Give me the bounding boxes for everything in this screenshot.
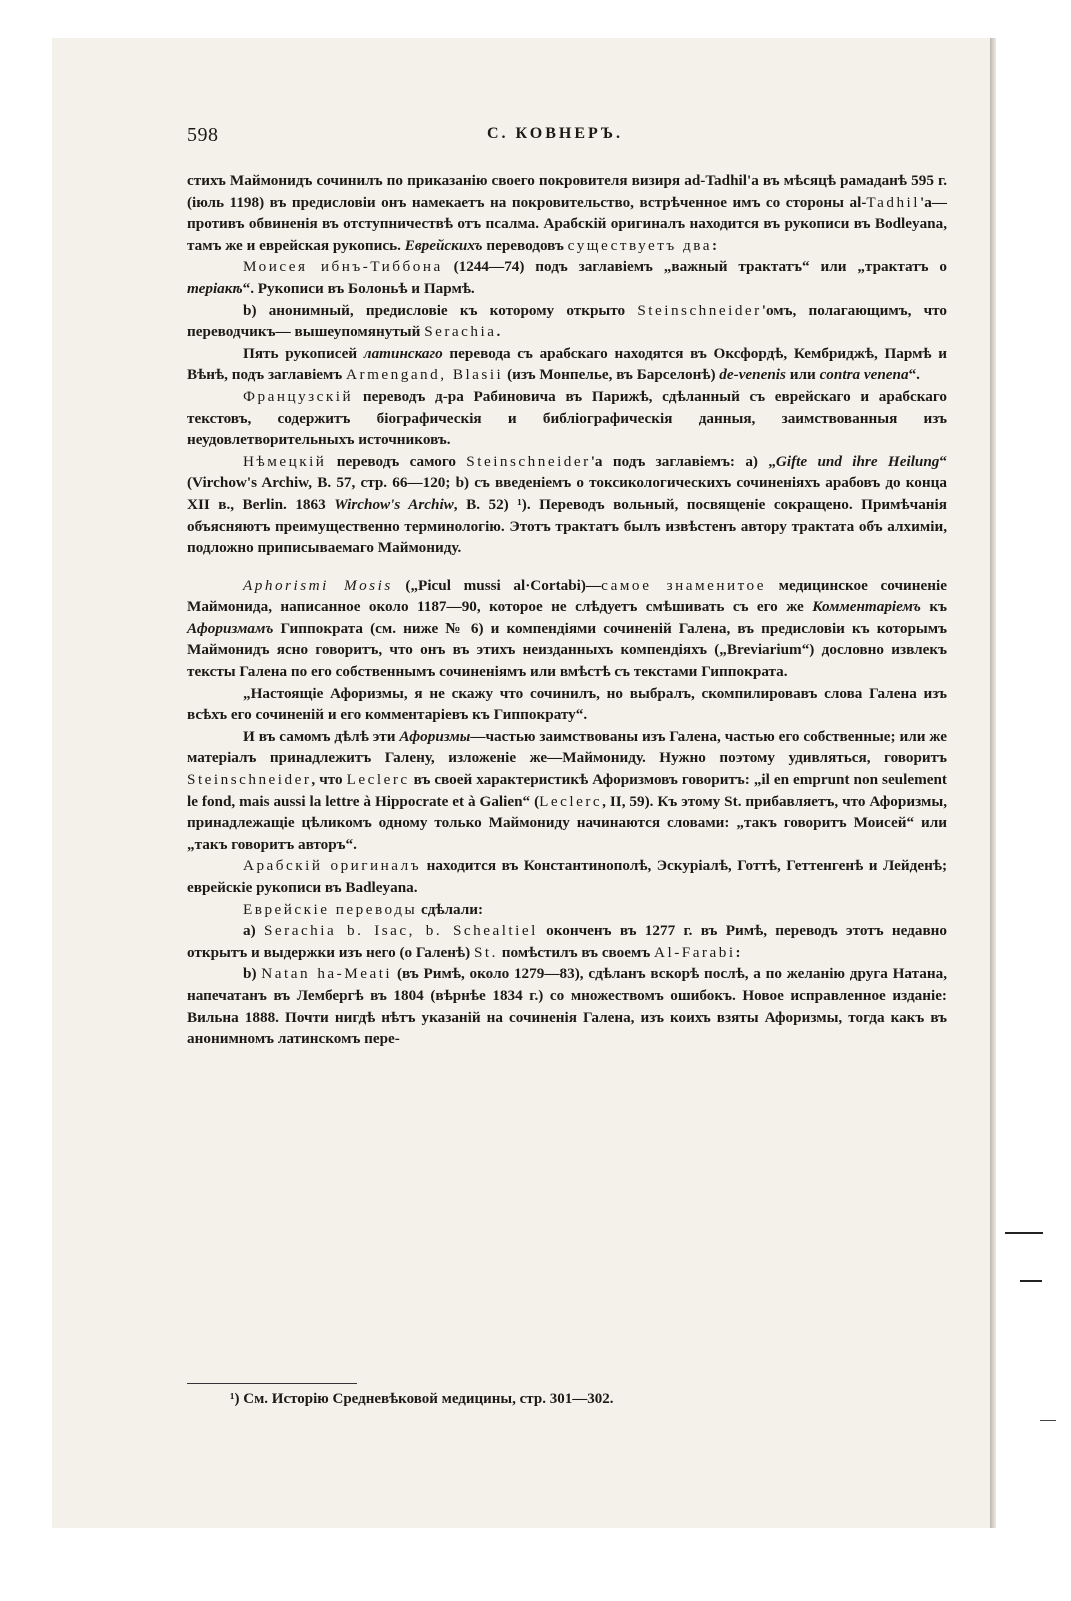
footnote: ¹) См. Исторію Средневѣковой медицины, стр. 301—302. bbox=[230, 1391, 614, 1407]
text-run: . bbox=[496, 323, 501, 341]
paragraph bbox=[187, 899, 947, 921]
text-run: Aphorismi Mosis bbox=[243, 576, 393, 594]
text-run: , что bbox=[311, 771, 347, 789]
text-run: Еврейскихъ bbox=[404, 236, 483, 254]
paragraph bbox=[187, 300, 947, 343]
text-run: стихъ Маймонидъ сочинилъ по приказанію своего покровителя визиря ad-Tadhil'a въ мѣсяцѣ рамаданѣ 595 г. (іюль 1198) въ предисловіи онъ намекаетъ на покровительство, встрѣченное имъ со стороны al- bbox=[187, 172, 947, 211]
text-run: Serachia b. Isac, b. Schealtiel bbox=[263, 922, 538, 940]
text-run: къ bbox=[920, 598, 947, 616]
text-run: Tadhil bbox=[866, 193, 920, 211]
margin-mark bbox=[1005, 1232, 1043, 1234]
running-head: С. КОВНЕРЪ. bbox=[487, 125, 624, 142]
text-run: („Picul mussi al·Cortabi)— bbox=[392, 576, 602, 594]
text-run: переводъ д-ра Рабиновича въ Парижѣ, сдѣланный съ еврейскаго и арабскаго текстовъ, содержитъ біографическія и библіографическія данныя, заимствованныя изъ неудовлетворительныхъ источниковъ. bbox=[187, 387, 947, 449]
text-run: И въ самомъ дѣлѣ эти bbox=[243, 727, 400, 745]
paragraph bbox=[187, 683, 947, 726]
page-header bbox=[187, 124, 947, 152]
paragraph bbox=[187, 920, 947, 963]
text-run: (въ Римѣ, около 1279—83), сдѣланъ вскорѣ послѣ, а по желанію друга Натана, напечатанъ въ Лембергѣ въ 1804 (вѣрнѣе 1834 г.) со множествомъ ошибокъ. Новое исправленное изданіе: Вильна 1888. Почти нигдѣ нѣтъ указаній на сочиненія Галена, изъ коихъ взяты Афоризмы, тогда какъ въ анонимномъ латинскомъ пере- bbox=[187, 965, 947, 1048]
paragraph bbox=[187, 256, 947, 299]
margin-mark bbox=[1020, 1280, 1042, 1282]
text-run: Комментаріемъ bbox=[812, 598, 921, 616]
text-run: “. bbox=[908, 366, 920, 384]
text-run: St. bbox=[473, 943, 498, 961]
text-run: : bbox=[712, 236, 718, 254]
page-edge-shadow bbox=[990, 38, 996, 1528]
text-run: или bbox=[785, 366, 820, 384]
text-run: сдѣлали: bbox=[417, 900, 484, 918]
text-run: contra venena bbox=[819, 366, 909, 384]
page-number: 598 bbox=[187, 124, 219, 146]
text-run: Афоризмамъ bbox=[187, 619, 274, 637]
text-run: (изъ Монпелье, въ Барселонѣ) bbox=[503, 366, 720, 384]
text-run: , B. 52) ¹). Переводъ вольный, посвященіе сокращено. Примѣчанія объясняютъ преимущественно терминологію. Этотъ трактатъ былъ извѣстенъ автору трактата объ алхиміи, подложно приписываемаго Маймониду. bbox=[187, 495, 947, 557]
text-run: переводъ самого bbox=[326, 452, 467, 470]
text-run: a) bbox=[243, 922, 264, 940]
text-run: переводовъ bbox=[482, 236, 568, 254]
text-run: теріакѣ bbox=[187, 279, 243, 297]
text-run: —частью заимствованы изъ Галена, частью его собственные; или же матеріалъ принадлежитъ Галену, изложеніе же—Маймониду. Нужно поэтому удивляться, говоритъ bbox=[187, 727, 947, 767]
text-run: самое знаменитое bbox=[601, 576, 767, 594]
text-run: Арабскій оригиналъ bbox=[243, 857, 422, 875]
paragraph bbox=[187, 855, 947, 898]
text-run: de-venenis bbox=[719, 366, 786, 384]
text-run: “ (Virchow's Archiw, B. 57, стр. 66—120; b) съ введеніемъ о токсикологическихъ сочиненіяхъ арабовъ до конца XII в., Berlin. 1863 bbox=[187, 452, 947, 513]
article-body bbox=[187, 170, 947, 1050]
text-run: , II, 59). Къ этому St. прибавляетъ, что Афоризмы, принадлежащіе цѣликомъ одному только Маймониду начинаются словами: „такъ говоритъ Моисей“ или „такъ говоритъ авторъ“. bbox=[187, 792, 947, 853]
text-run: „Настоящіе Афоризмы, я не скажу что сочинилъ, но выбралъ, скомпилировавъ слова Галена изъ всѣхъ его сочиненій и его комментаріевъ къ Гиппократу“. bbox=[187, 684, 947, 724]
text-run: существуетъ два bbox=[567, 236, 712, 254]
text-run: Гиппократа (см. ниже № 6) и компендіями сочиненій Галена, въ предисловіи къ которымъ Маймонидъ ясно говоритъ, что онъ въ этихъ неизданныхъ компендіяхъ („Breviarium“) дословно извлекъ тексты Галена по его собственнымъ сочиненіямъ или вмѣстѣ съ текстами Гиппократа. bbox=[187, 619, 947, 681]
text-run: Французскій bbox=[243, 387, 354, 405]
text-run: Al-Farabi bbox=[654, 943, 736, 961]
text-run: Leclerc bbox=[346, 771, 410, 789]
text-run: Моисея ибнъ-Тиббона bbox=[243, 258, 443, 276]
text-run: Leclerc bbox=[539, 792, 603, 810]
paragraph bbox=[187, 726, 947, 856]
paragraph bbox=[187, 451, 947, 559]
text-run: Еврейскіе переводы bbox=[243, 900, 418, 918]
text-run: : bbox=[735, 943, 741, 961]
text-run: Natan ha-Meati bbox=[261, 965, 393, 983]
text-run: Steinschneider bbox=[187, 771, 312, 789]
paragraph bbox=[187, 343, 947, 386]
text-run: b) анонимный, предисловіе къ которому открыто bbox=[243, 301, 638, 319]
text-run: Steinschneider bbox=[466, 452, 591, 470]
text-run: оконченъ въ 1277 г. въ Римѣ, переводъ этотъ недавно открытъ и выдержки изъ него (о Галенѣ) bbox=[187, 922, 947, 961]
text-run: 'a подъ заглавіемъ: a) „ bbox=[590, 452, 776, 470]
text-run: 'омъ, полагающимъ, что переводчикъ— вышеупомянутый bbox=[187, 301, 947, 341]
text-run: Steinschneider bbox=[637, 301, 762, 319]
footnote-rule bbox=[187, 1383, 357, 1384]
text-run: 'a—противъ обвиненія въ отступничествѣ отъ псалма. Арабскій оригиналъ находится въ рукописи въ Bodleyana, тамъ же и еврейская рукопись. bbox=[187, 193, 947, 254]
text-run: “. Рукописи въ Болоньѣ и Пармѣ. bbox=[242, 279, 475, 297]
text-run: латинскаго bbox=[363, 344, 443, 362]
text-run: помѣстилъ въ своемъ bbox=[497, 943, 654, 961]
text-run: Gifte und ihre Heilung bbox=[775, 452, 940, 470]
text-run: Serachia bbox=[424, 323, 497, 341]
paragraph bbox=[187, 963, 947, 1049]
paragraph bbox=[187, 575, 947, 683]
paragraph bbox=[187, 386, 947, 451]
text-run: b) bbox=[243, 965, 262, 983]
text-run: перевода съ арабскаго находятся въ Оксфордѣ, Кембриджѣ, Пармѣ и Вѣнѣ, подъ заглавіемъ bbox=[187, 344, 947, 384]
text-run: Armengand, Blasii bbox=[346, 366, 504, 384]
text-run: находится въ Константинополѣ, Эскуріалѣ, Готтѣ, Геттенгенѣ и Лейденѣ; еврейскіе рукописи въ Badleyana. bbox=[187, 857, 947, 896]
paragraph bbox=[187, 170, 947, 256]
margin-mark bbox=[1040, 1420, 1056, 1421]
text-run: въ своей характеристикѣ Афоризмовъ говоритъ: „il en emprunt non seulement le fond, mais aussi la lettre à Hippocrate et à Galien“ ( bbox=[187, 771, 947, 810]
text-run: (1244—74) подъ заглавіемъ „важный трактатъ“ или „трактатъ о bbox=[442, 258, 947, 276]
text-run: Пять рукописей bbox=[243, 344, 364, 362]
text-run: Нѣмецкій bbox=[243, 452, 327, 470]
text-run: Wirchow's Archiw bbox=[334, 495, 454, 513]
text-run: Афоризмы bbox=[399, 727, 471, 745]
text-run: медицинское сочиненіе Маймонида, написанное около 1187—90, которое не слѣдуетъ смѣшивать съ его же bbox=[187, 576, 947, 616]
